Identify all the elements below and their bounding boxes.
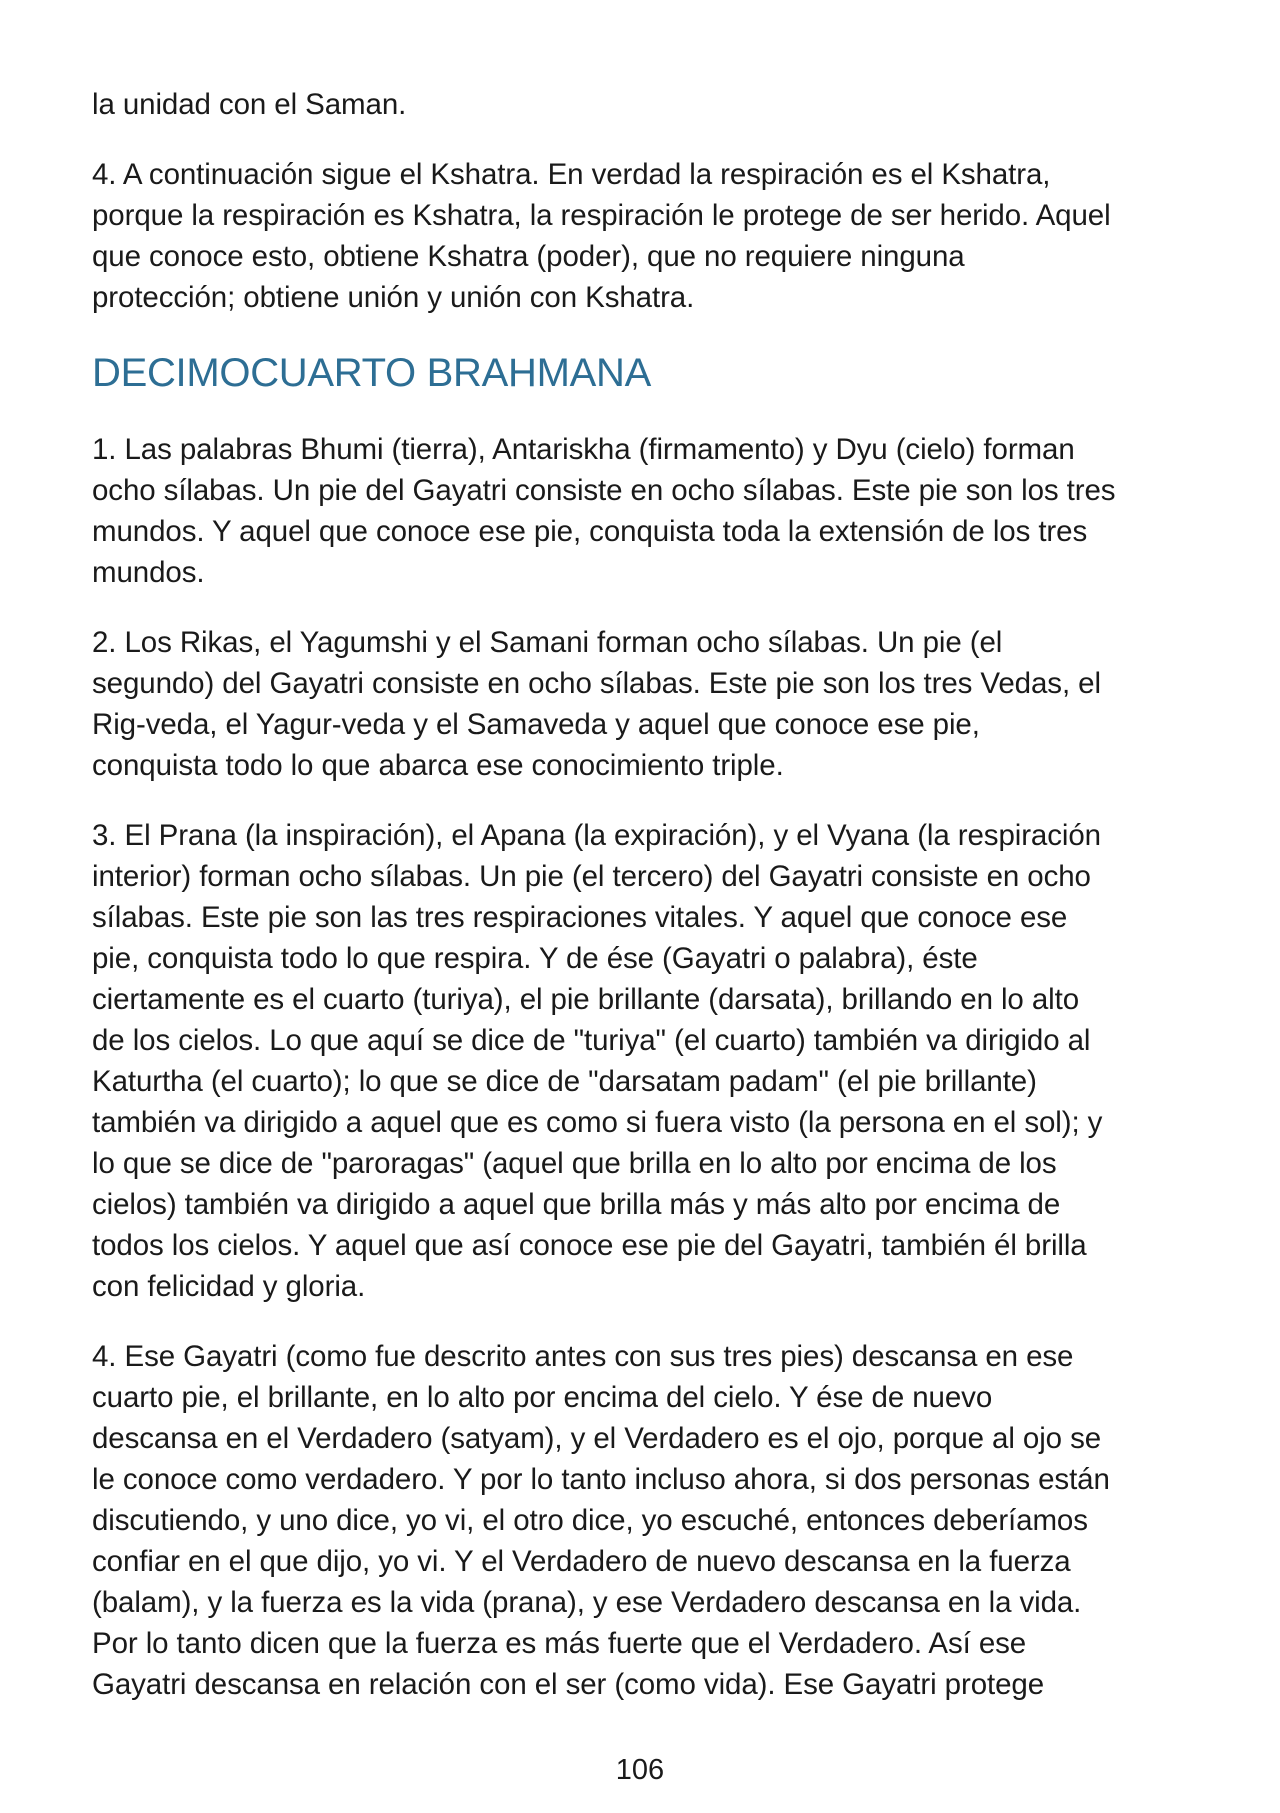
section-heading: DECIMOCUARTO BRAHMANA: [92, 351, 651, 395]
paragraph-1: 1. Las palabras Bhumi (tierra), Antariskha (firmamento) y Dyu (cielo) forman ocho sílabas. Un pie del Gayatri consiste en ocho sílabas. Este pie son los tres mundos. Y aquel que conoce ese pie, conquista toda la extensión de los tres mundos.: [92, 433, 1116, 589]
paragraph-4: 4. Ese Gayatri (como fue descrito antes con sus tres pies) descansa en ese cuarto pie, el brillante, en lo alto por encima del cielo. Y ése de nuevo descansa en el Verdadero (satyam), y el Verdadero es el ojo, porque al ojo se le conoce como verdadero. Y por lo tanto incluso ahora, si dos personas están discutiendo, y uno dice, yo vi, el otro dice, yo escuché, entonces deberíamos confiar en el que dijo, yo vi. Y el Verdadero de nuevo descansa en la fuerza (balam), y la fuerza es la vida (prana), y ese Verdadero descansa en la vida. Por lo tanto dicen que la fuerza es más fuerte que el Verdadero. Así ese Gayatri descansa en relación con el ser (como vida). Ese Gayatri protege: [92, 1340, 1110, 1701]
continuation-text: la unidad con el Saman.: [92, 88, 407, 121]
page-number: 106: [615, 1754, 665, 1786]
paragraph-2: 2. Los Rikas, el Yagumshi y el Samani forman ocho sílabas. Un pie (el segundo) del Gayatri consiste en ocho sílabas. Este pie son los tres Vedas, el Rig-veda, el Yagur-veda y el Samaveda y aquel que conoce ese pie, conquista todo lo que abarca ese conocimiento triple.: [92, 626, 1101, 782]
paragraph-3: 3. El Prana (la inspiración), el Apana (la expiración), y el Vyana (la respiración interior) forman ocho sílabas. Un pie (el tercero) del Gayatri consiste en ocho sílabas. Este pie son las tres respiraciones vitales. Y aquel que conoce ese pie, conquista todo lo que respira. Y de ése (Gayatri o palabra), éste ciertamente es el cuarto (turiya), el pie brillante (darsata), brillando en lo alto de los cielos. Lo que aquí se dice de "turiya" (el cuarto) también va dirigido al Katurtha (el cuarto); lo que se dice de "darsatam padam" (el pie brillante) también va dirigido a aquel que es como si fuera visto (la persona en el sol); y lo que se dice de "paroragas" (aquel que brilla en lo alto por encima de los cielos) también va dirigido a aquel que brilla más y más alto por encima de todos los cielos. Y aquel que así conoce ese pie del Gayatri, también él brilla con felicidad y gloria.: [92, 819, 1103, 1303]
page-content: [92, 84, 1202, 1734]
paragraph-4-previous: 4. A continuación sigue el Kshatra. En verdad la respiración es el Kshatra, porque la respiración es Kshatra, la respiración le protege de ser herido. Aquel que conoce esto, obtiene Kshatra (poder), que no requiere ninguna protección; obtiene unión y unión con Kshatra.: [92, 158, 1111, 314]
